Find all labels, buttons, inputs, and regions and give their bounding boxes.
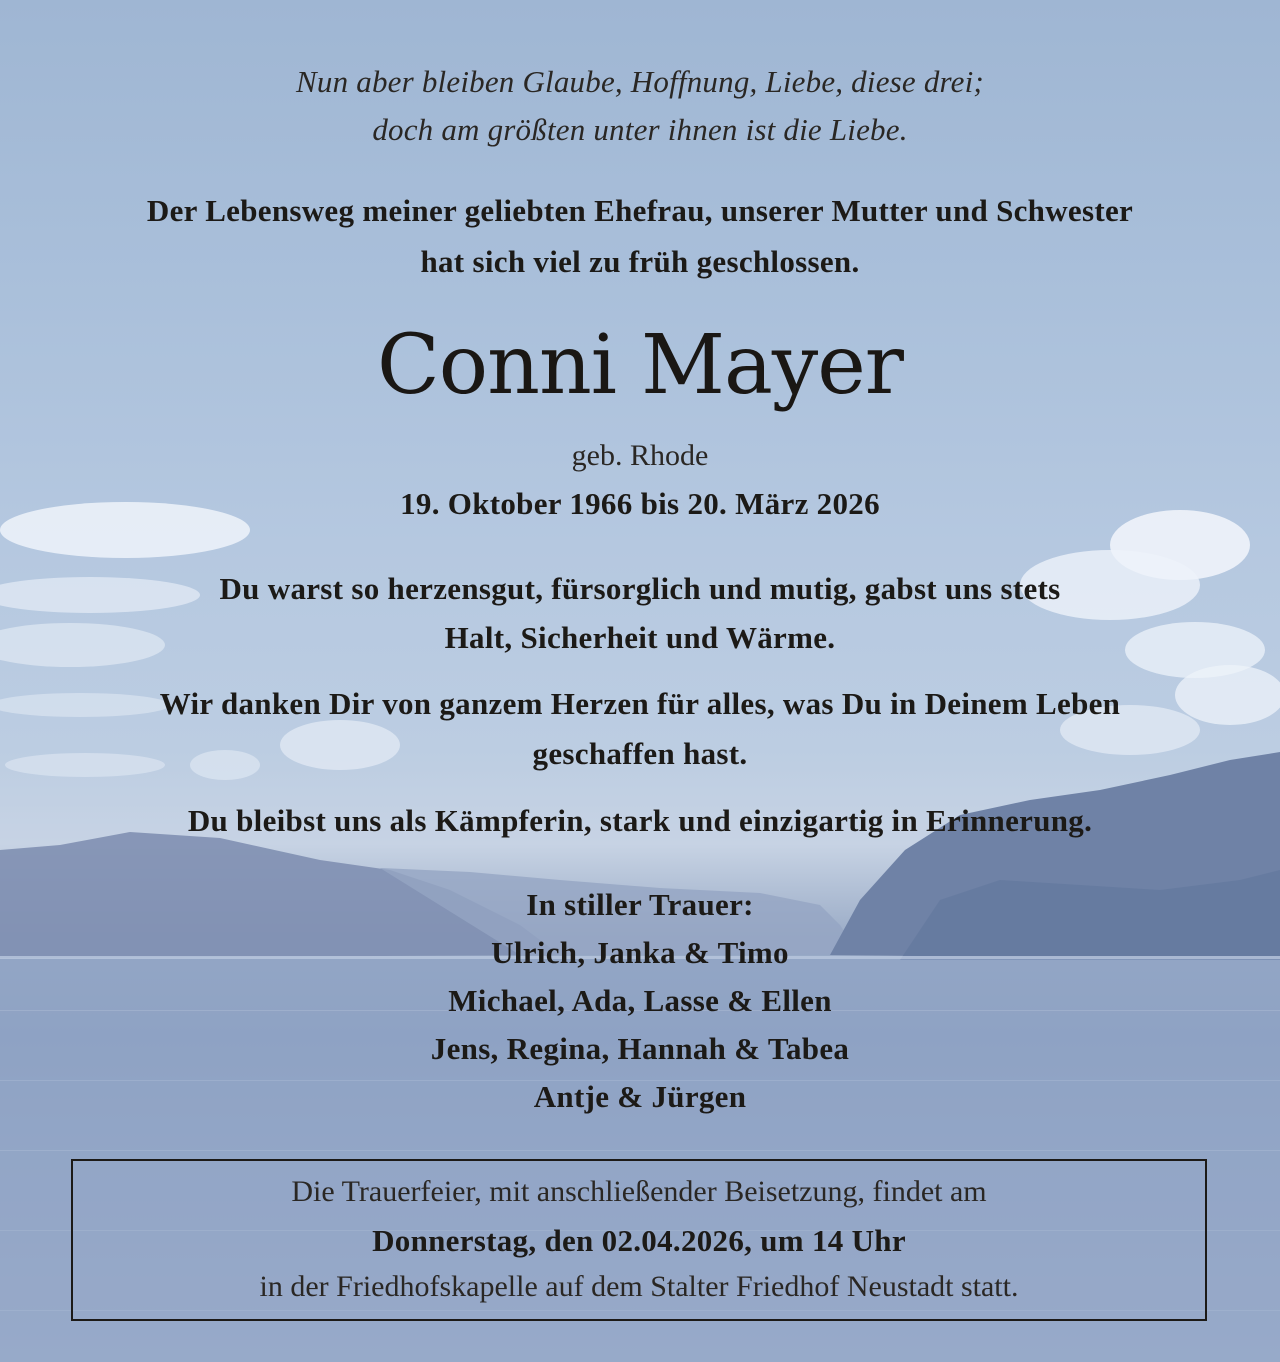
tribute-p1-line-2: Halt, Sicherheit und Wärme. <box>444 620 836 655</box>
tribute-p3-line-1: Du bleibst uns als Kämpferin, stark und einzigartig in Erinnerung. <box>187 803 1093 838</box>
mourner-line: Jens, Regina, Hannah & Tabea <box>430 1031 850 1066</box>
intro-line-2: hat sich viel zu früh geschlossen. <box>420 244 860 279</box>
mourner-line: Ulrich, Janka & Timo <box>491 935 789 970</box>
service-location: in der Friedhofskapelle auf dem Stalter Friedhof Neustadt statt. <box>259 1270 1019 1303</box>
tribute-p2-line-1: Wir danken Dir von ganzem Herzen für alles, was Du in Deinem Leben <box>159 686 1121 721</box>
service-line-1: Die Trauerfeier, mit anschließender Beisetzung, findet am <box>291 1175 987 1208</box>
funeral-service-box <box>71 1159 1207 1321</box>
mourners-heading: In stiller Trauer: <box>526 887 754 922</box>
birth-name: geb. Rhode <box>571 439 709 472</box>
mourner-line: Michael, Ada, Lasse & Ellen <box>448 983 832 1018</box>
tribute-p2-line-2: geschaffen hast. <box>532 736 748 771</box>
mourner-line: Antje & Jürgen <box>533 1079 747 1114</box>
life-dates: 19. Oktober 1966 bis 20. März 2026 <box>400 486 880 521</box>
intro-line-1: Der Lebensweg meiner geliebten Ehefrau, unserer Mutter und Schwester <box>146 193 1134 228</box>
service-date-time: Donnerstag, den 02.04.2026, um 14 Uhr <box>372 1223 906 1258</box>
motto-line-2: doch am größten unter ihnen ist die Liebe. <box>372 112 908 147</box>
tribute-p1-line-1: Du warst so herzensgut, fürsorglich und mutig, gabst uns stets <box>219 571 1061 606</box>
motto-line-1: Nun aber bleiben Glaube, Hoffnung, Liebe, diese drei; <box>296 64 984 99</box>
deceased-name: Conni Mayer <box>377 318 903 413</box>
